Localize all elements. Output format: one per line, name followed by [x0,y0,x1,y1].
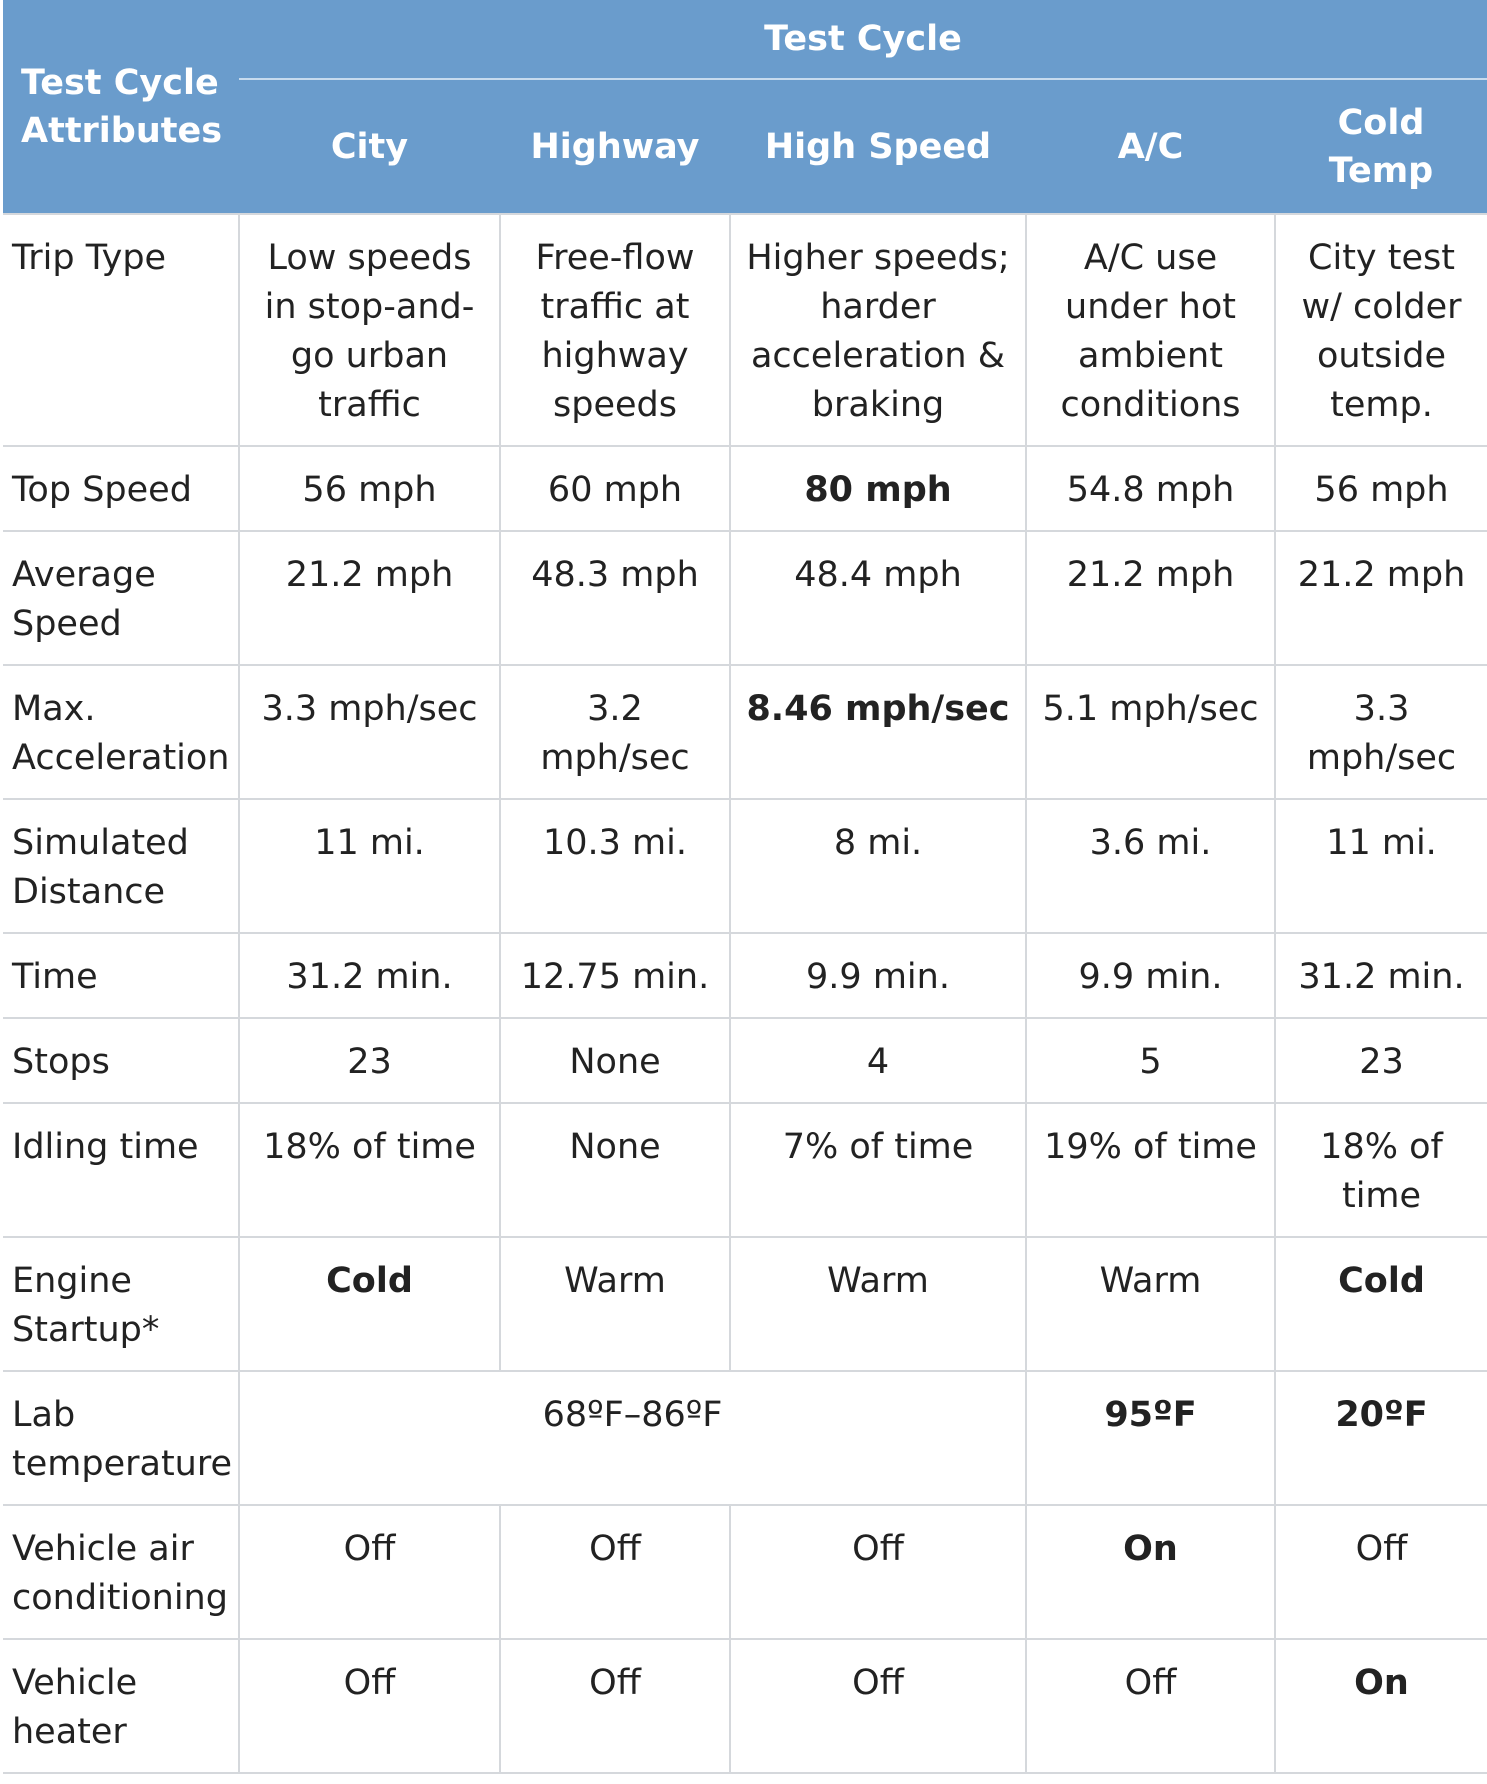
column-header-city: City [239,79,500,214]
row-label: Trip Type [3,214,239,446]
table-cell-highlight: 8.46 mph/sec [730,665,1026,799]
table-row-top-speed [3,446,1487,531]
row-label: Stops [3,1018,239,1103]
table-cell: 5.1 mph/sec [1026,665,1275,799]
row-label: Engine Startup* [3,1237,239,1371]
table-cell-highlight: On [1275,1639,1487,1773]
table-cell-highlight: Cold [239,1237,500,1371]
table-cell: None [500,1103,730,1237]
table-cell: 23 [1275,1018,1487,1103]
table-cell: Higher speeds; harder acceleration & braking [730,214,1026,446]
column-header-highway: Highway [500,79,730,214]
table-cell: 11 mi. [1275,799,1487,933]
table-cell: 3.3 mph/sec [239,665,500,799]
table-cell-highlight: Cold [1275,1237,1487,1371]
table-cell: 9.9 min. [1026,933,1275,1018]
table-cell: 3.2 mph/sec [500,665,730,799]
table-cell: 56 mph [239,446,500,531]
table-cell: Off [730,1639,1026,1773]
table-row-stops [3,1018,1487,1103]
table-cell: Warm [730,1237,1026,1371]
row-label: Idling time [3,1103,239,1237]
row-label: Top Speed [3,446,239,531]
table-cell: Free-flow traffic at highway speeds [500,214,730,446]
table-row-vehicle-heater [3,1639,1487,1773]
table-cell: 11 mi. [239,799,500,933]
table-cell: 4 [730,1018,1026,1103]
table-cell: Off [500,1505,730,1639]
table-cell: 7% of time [730,1103,1026,1237]
column-header-ac: A/C [1026,79,1275,214]
table-cell: 23 [239,1018,500,1103]
table-cell-highlight: On [1026,1505,1275,1639]
table-cell: 31.2 min. [1275,933,1487,1018]
table-row-lab-temperature [3,1371,1487,1505]
table-cell: Off [500,1639,730,1773]
table-header [3,0,1487,214]
table-row-idling-time [3,1103,1487,1237]
table-cell: Off [1026,1639,1275,1773]
table-body [3,214,1487,1773]
table-cell: 9.9 min. [730,933,1026,1018]
table-cell: 10.3 mi. [500,799,730,933]
table-cell: City test w/ colder outside temp. [1275,214,1487,446]
table-cell: Off [1275,1505,1487,1639]
table-row-trip-type [3,214,1487,446]
table-cell: 12.75 min. [500,933,730,1018]
row-label: Vehicle air conditioning [3,1505,239,1639]
table-row-engine-startup [3,1237,1487,1371]
table-row-average-speed [3,531,1487,665]
table-cell: 48.3 mph [500,531,730,665]
table-cell: 48.4 mph [730,531,1026,665]
table-cell: 60 mph [500,446,730,531]
table-row-time [3,933,1487,1018]
table-cell: Warm [1026,1237,1275,1371]
table-cell-merged: 68ºF–86ºF [239,1371,1026,1505]
table-cell: 19% of time [1026,1103,1275,1237]
table-cell: Off [239,1505,500,1639]
table-cell: Warm [500,1237,730,1371]
row-label: Simulated Distance [3,799,239,933]
table-cell-highlight: 95ºF [1026,1371,1275,1505]
table-cell: 3.3 mph/sec [1275,665,1487,799]
table-cell: 56 mph [1275,446,1487,531]
group-header: Test Cycle [239,0,1487,79]
row-label: Time [3,933,239,1018]
table-cell: 54.8 mph [1026,446,1275,531]
table-cell: 18% of time [239,1103,500,1237]
test-cycle-table [3,0,1487,1774]
table-cell: 8 mi. [730,799,1026,933]
table-cell: 31.2 min. [239,933,500,1018]
row-label: Max. Acceleration [3,665,239,799]
table-cell: 3.6 mi. [1026,799,1275,933]
table-cell: 21.2 mph [1026,531,1275,665]
table-cell: 5 [1026,1018,1275,1103]
table-cell: Off [239,1639,500,1773]
table-cell: Off [730,1505,1026,1639]
table-cell: 18% of time [1275,1103,1487,1237]
table-cell-highlight: 20ºF [1275,1371,1487,1505]
table-cell: 21.2 mph [1275,531,1487,665]
table-cell: None [500,1018,730,1103]
row-label: Lab temperature [3,1371,239,1505]
table-cell: 21.2 mph [239,531,500,665]
corner-header: Test Cycle Attributes [3,0,239,214]
table-row-vehicle-air-conditioning [3,1505,1487,1639]
table-row-simulated-distance [3,799,1487,933]
row-label: Vehicle heater [3,1639,239,1773]
column-header-high-speed: High Speed [730,79,1026,214]
row-label: Average Speed [3,531,239,665]
table-row-max-acceleration [3,665,1487,799]
table-cell: Low speeds in stop-and-go urban traffic [239,214,500,446]
table-cell-highlight: 80 mph [730,446,1026,531]
column-header-cold-temp: Cold Temp [1275,79,1487,214]
table-cell: A/C use under hot ambient conditions [1026,214,1275,446]
